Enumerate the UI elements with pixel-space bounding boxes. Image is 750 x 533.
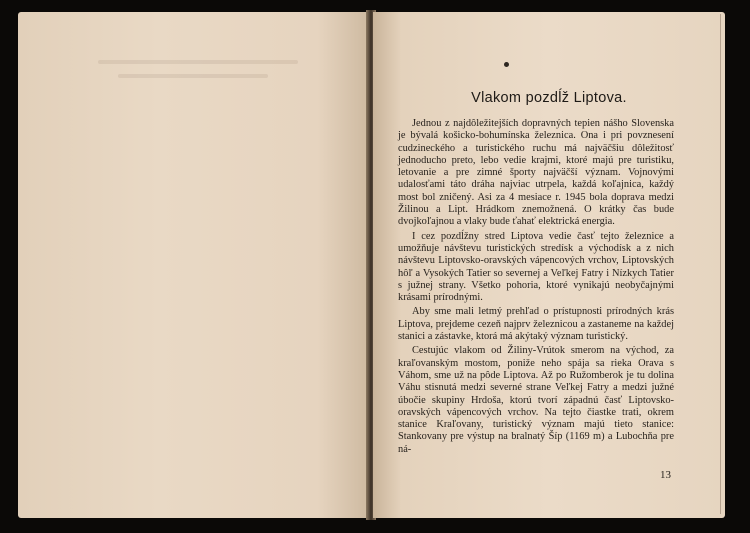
show-through-text	[118, 74, 268, 78]
paragraph: Cestujúc vlakom od Žiliny-Vrútok smerom na východ, za kraľovanským mostom, poniže neho spája sa rieka Orava s Váhom, sme už na pôde Liptova. Až po Ružomberok je tu dolina Váhu stisnutá medzi severné strane Veľkej Fatry a medzi južné úbočie skupiny Hrdoša, ktorú tvorí západnú časť Liptovsko-oravských vápencových vrchov. Na tejto čiastke trati, okrem stanice Kraľovany, turistický význam majú tieto stanice: Stankovany pre výstup na bralnatý Šíp (1169 m) a Lubochňa pre ná-	[398, 345, 674, 455]
ornament-dot	[504, 62, 509, 67]
page-edge	[720, 14, 721, 514]
paragraph: Jednou z najdôležitejších dopravných tepien nášho Slovenska je bývalá košicko-bohumínska železnica. Ona i pri povznesení cudzineckého a turistického ruchu má najväčšiu dôležitosť jednoducho preto, lebo vedie krajmi, ktoré majú pre turistiku, letovanie a pre zimné športy najväčší význam. Vojnovými udalosťami táto dráha najviac utrpela, každá koľajnica, každý most bol zničený. Asi za 4 mesiace r. 1945 bola doprava medzi Žilinou a Lipt. Hrádkom znemožnená. O krátky čas bude dvojkoľajnou a vlaky bude ťahať elektrická energia.	[398, 118, 674, 228]
left-page	[18, 12, 370, 518]
paragraph: Aby sme mali letmý prehľad o prístupnosti prírodných krás Liptova, prejdeme cezeň najprv železnicou a zastaneme na každej stanici a zástavke, ktorá má akýtaký význam turistický.	[398, 306, 674, 343]
body-text	[398, 118, 674, 456]
paragraph: I cez pozdĺžny stred Liptova vedie časť tejto železnice a umožňuje návštevu turistických stredísk a východísk a z nich návštevu Liptovsko-oravských vápencových vrchov, Liptovských hôľ a Vysokých Tatier so severnej a Veľkej Fatry i Nízkych Tatier s južnej strany. Všetko pohoria, ktoré vynikajú neobyčajnými krásami prírodnými.	[398, 230, 674, 304]
chapter-title: Vlakom pozdĺž Liptova.	[471, 90, 627, 106]
page-number: 13	[660, 469, 671, 481]
show-through-text	[98, 60, 298, 64]
